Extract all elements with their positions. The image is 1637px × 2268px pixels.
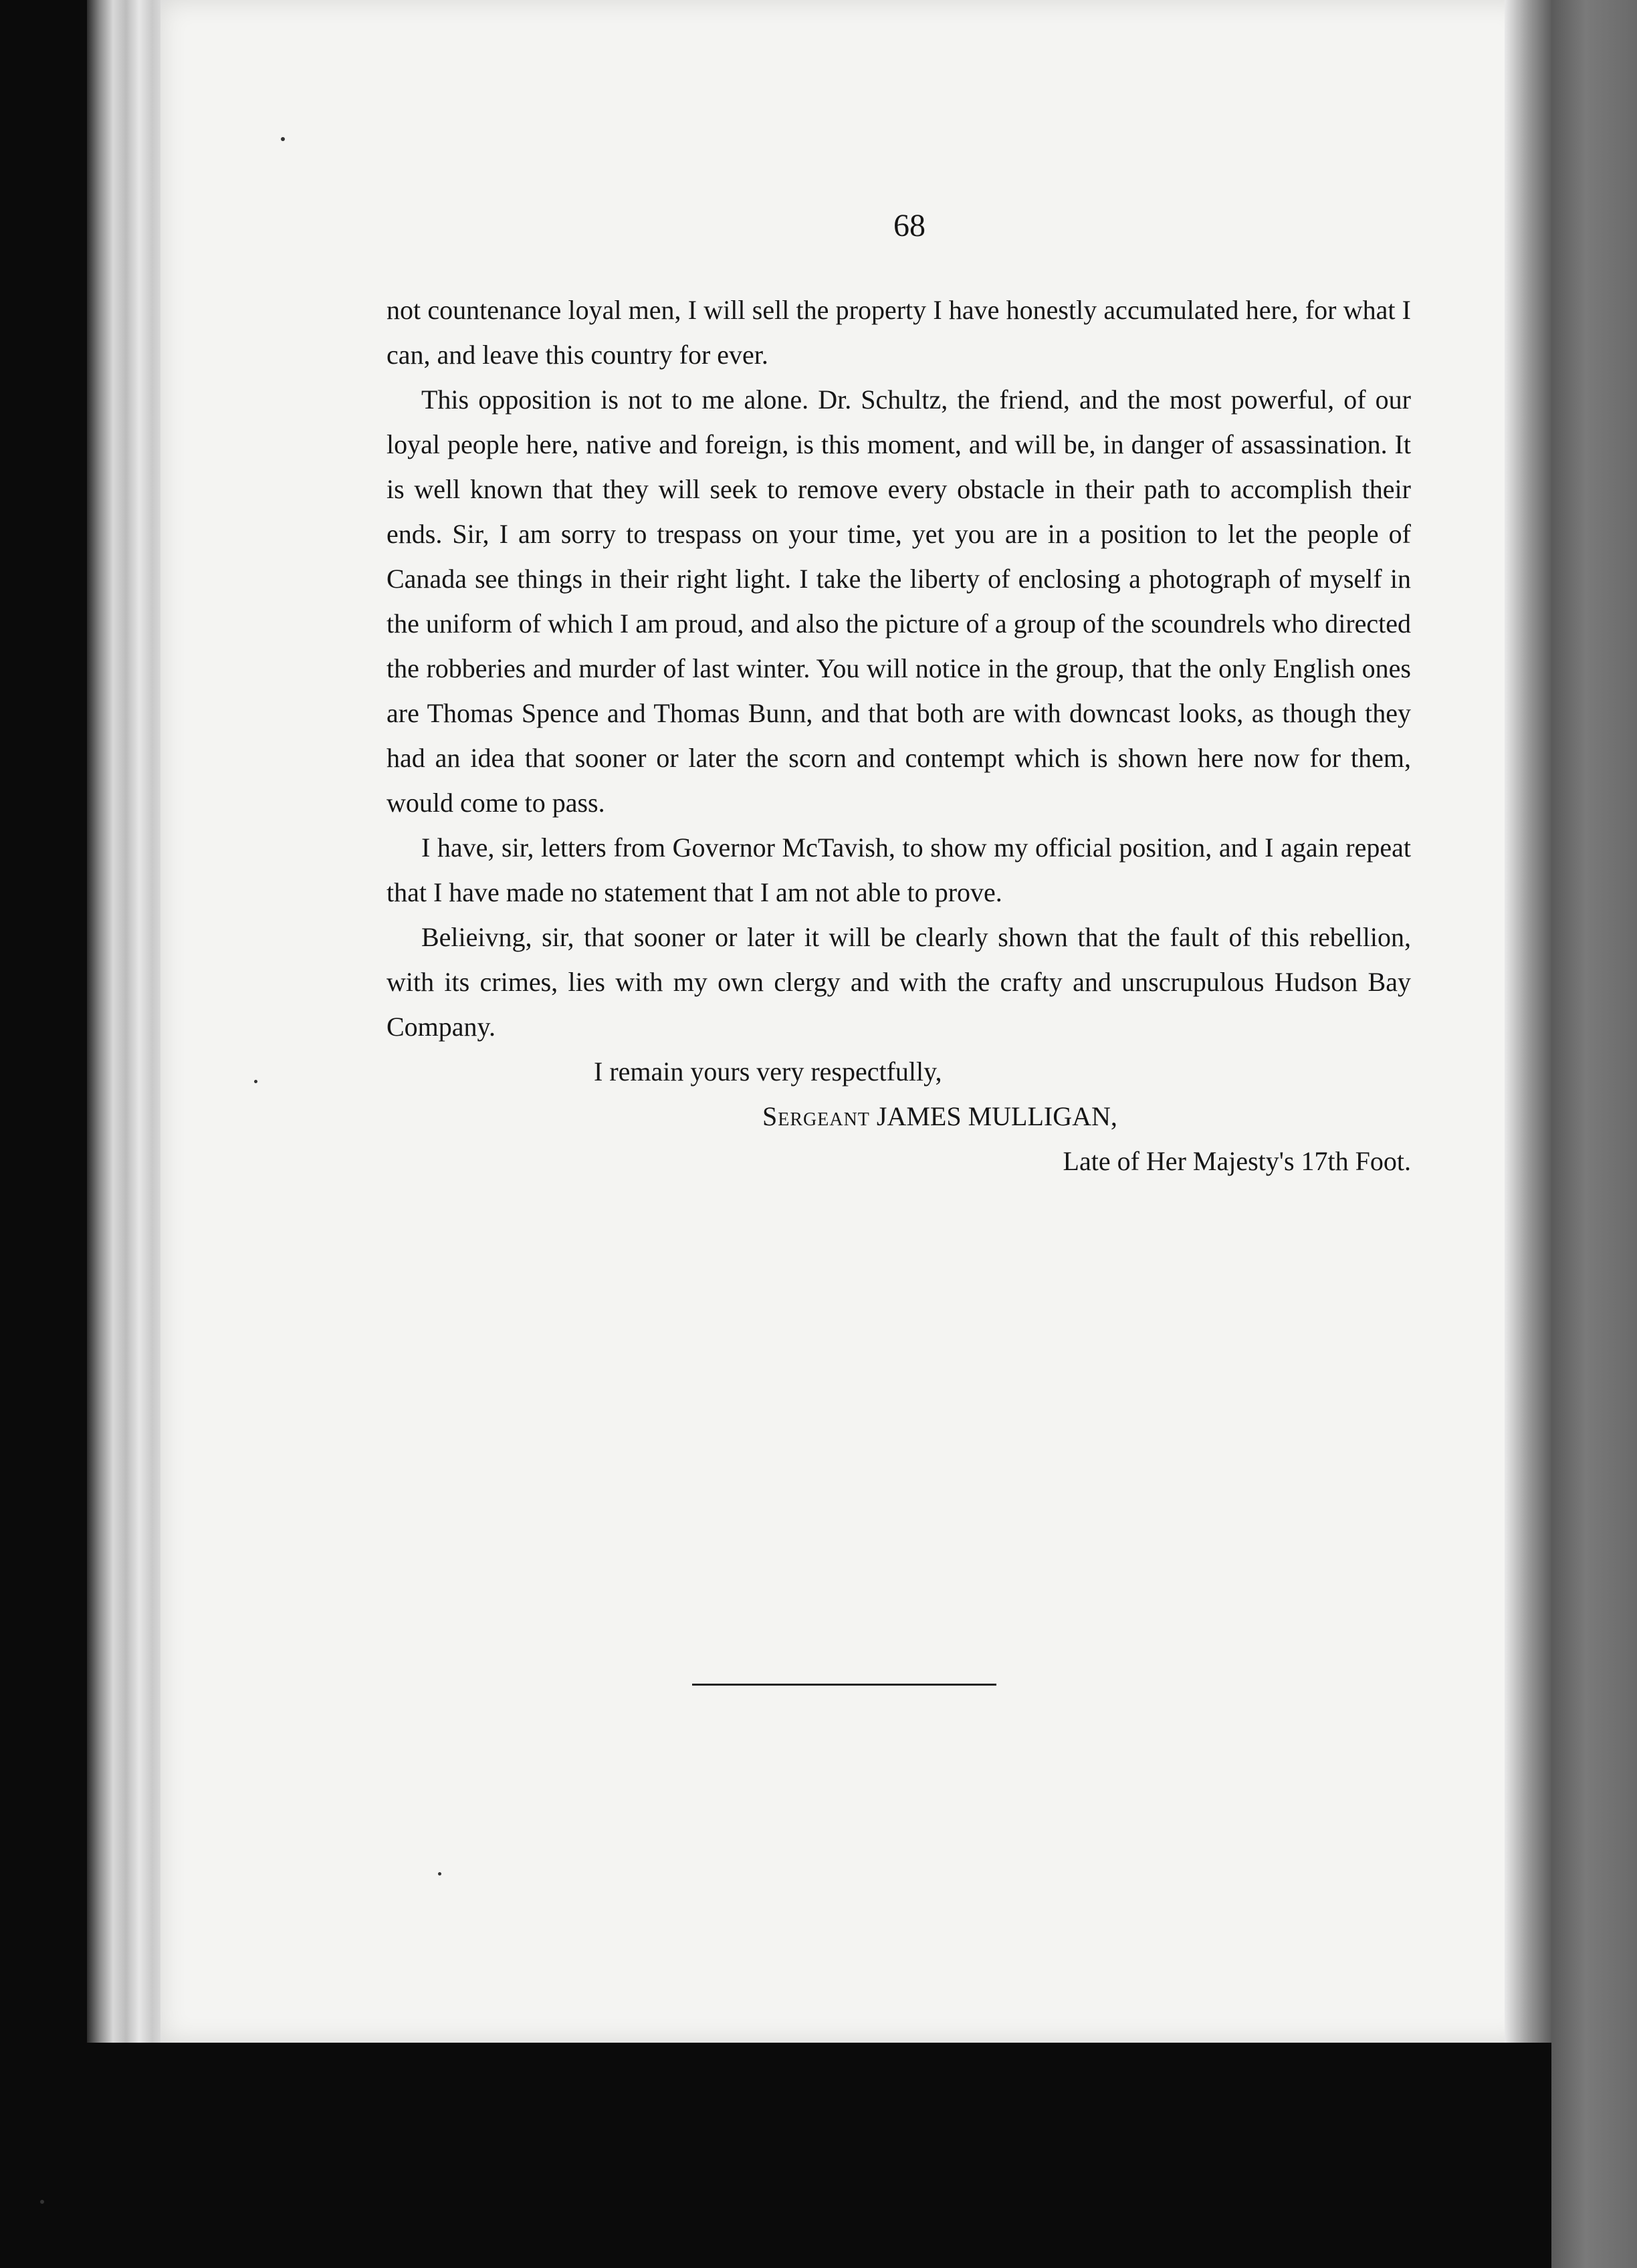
paragraph-4: Belieivng, sir, that sooner or later it will be clearly shown that the fault of this rebellion, with its crimes, lies with my own clergy and with the crafty and unscrupulous Hudson Bay Company. (387, 922, 1411, 1042)
letter-body (387, 288, 1411, 1183)
dust-speck (281, 137, 285, 141)
signature-line (387, 1094, 1411, 1139)
signature-rank: Sergeant (762, 1101, 870, 1131)
dust-speck (40, 2200, 44, 2204)
affiliation-text: Late of Her Majesty's 17th Foot. (1063, 1146, 1411, 1176)
closing-text: I remain yours very respectfully, (594, 1056, 942, 1087)
affiliation-line (387, 1139, 1411, 1183)
signature-name: JAMES MULLIGAN, (876, 1101, 1117, 1131)
closing-line (387, 1049, 1411, 1094)
scan-background (0, 2043, 1551, 2268)
facing-page-edge (1551, 0, 1637, 2268)
paragraph-1: not countenance loyal men, I will sell the property I have honestly accumulated here, for what I can, and leave this country for ever. (387, 295, 1411, 370)
dust-speck (254, 1080, 257, 1083)
section-rule (692, 1684, 996, 1686)
paragraph-3: I have, sir, letters from Governor McTavish, to show my official position, and I again repeat that I have made no statement that I am not able to prove. (387, 832, 1411, 907)
dust-speck (438, 1872, 441, 1876)
page-number: 68 (893, 208, 925, 243)
paragraph-2: This opposition is not to me alone. Dr. Schultz, the friend, and the most powerful, of our loyal people here, native and foreign, is this moment, and will be, in danger of assassination. It is well known that they will seek to remove every obstacle in their path to accomplish their ends. Sir, I am sorry to trespass on your time, yet you are in a position to let the people of Canada see things in their right light. I take the liberty of enclosing a photograph of myself in the uniform of which I am proud, and also the picture of a group of the scoundrels who directed the robberies and murder of last winter. You will notice in the group, that the only English ones are Thomas Spence and Thomas Bunn, and that both are with downcast looks, as though they had an idea that sooner or later the scorn and contempt which is shown here now for them, would come to pass. (387, 384, 1411, 818)
